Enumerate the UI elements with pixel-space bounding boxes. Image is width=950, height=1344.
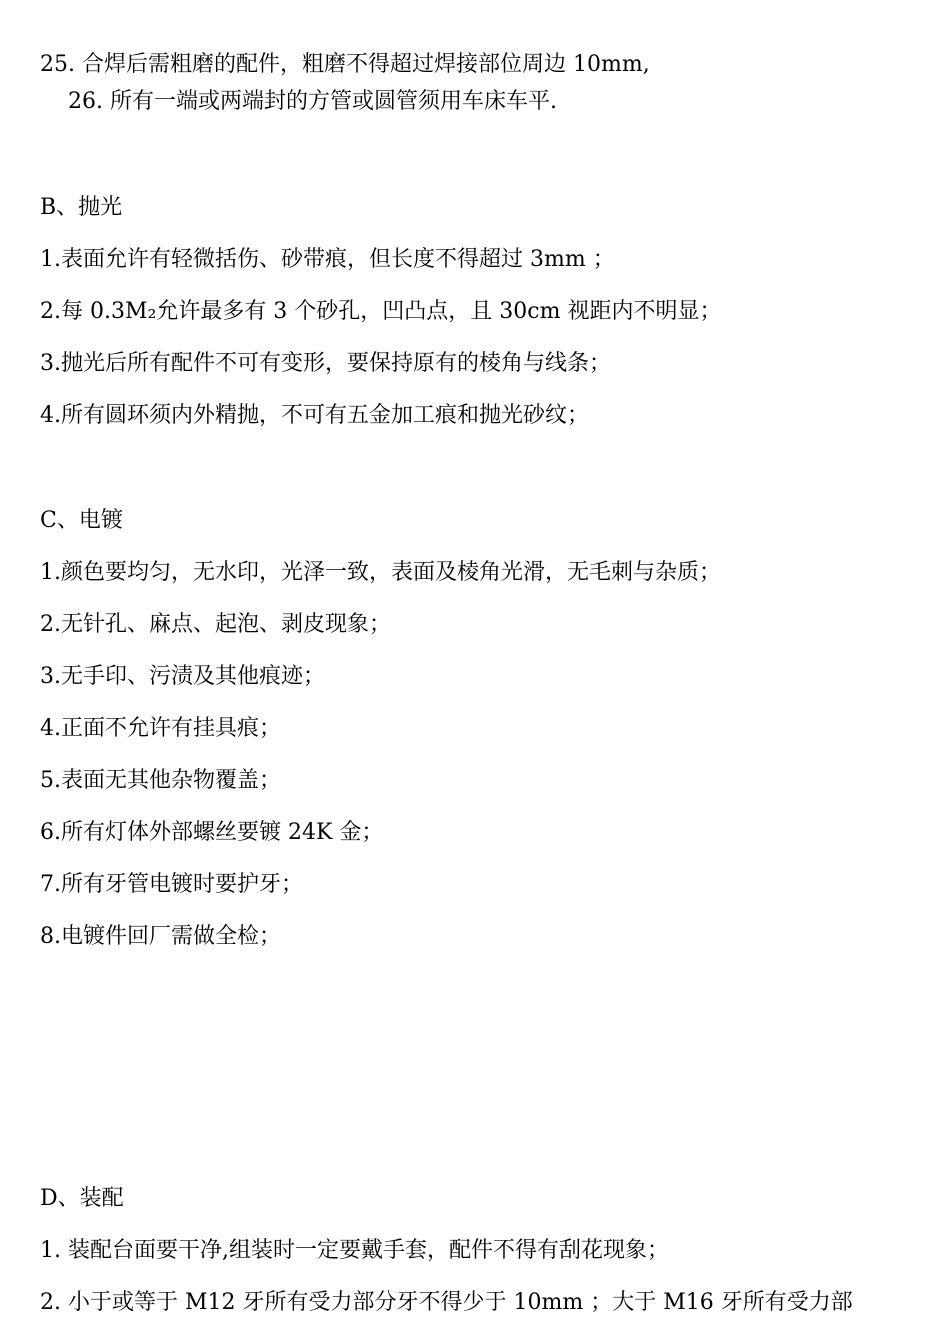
section-d-item-2: 2. 小于或等于 M12 牙所有受力部分牙不得少于 10mm ；大于 M16 牙所有受力部 (40, 1290, 853, 1315)
section-b-item-4: 4.所有圆环须内外精抛，不可有五金加工痕和抛光砂纹； (40, 403, 589, 428)
section-c-item-5: 5.表面无其他杂物覆盖； (40, 768, 281, 793)
section-d-heading: D、装配 (40, 1186, 124, 1211)
section-c-item-1: 1.颜色要均匀，无水印，光泽一致，表面及棱角光滑，无毛刺与杂质； (40, 560, 721, 585)
section-b-item-1: 1.表面允许有轻微括伤、砂带痕，但长度不得超过 3mm ； (40, 247, 615, 272)
section-c-item-4: 4.正面不允许有挂具痕； (40, 716, 281, 741)
section-b-heading: B、抛光 (40, 195, 123, 220)
section-c-item-6: 6.所有灯体外部螺丝要镀 24K 金； (40, 820, 384, 845)
section-c-item-8: 8.电镀件回厂需做全检； (40, 924, 281, 949)
intro-item-25: 25. 合焊后需粗磨的配件，粗磨不得超过焊接部位周边 10mm, (40, 52, 650, 77)
section-c-heading: C、电镀 (40, 508, 123, 533)
section-d-item-1: 1. 装配台面要干净,组装时一定要戴手套，配件不得有刮花现象； (40, 1238, 669, 1263)
section-c-item-7: 7.所有牙管电镀时要护牙； (40, 872, 303, 897)
intro-item-26: 26. 所有一端或两端封的方管或圆管须用车床车平. (68, 89, 557, 114)
section-b-item-2: 2.每 0.3M₂允许最多有 3 个砂孔，凹凸点，且 30cm 视距内不明显； (40, 299, 722, 324)
section-b-item-3: 3.抛光后所有配件不可有变形，要保持原有的棱角与线条； (40, 351, 611, 376)
section-c-item-2: 2.无针孔、麻点、起泡、剥皮现象； (40, 612, 391, 637)
section-c-item-3: 3.无手印、污渍及其他痕迹； (40, 664, 325, 689)
